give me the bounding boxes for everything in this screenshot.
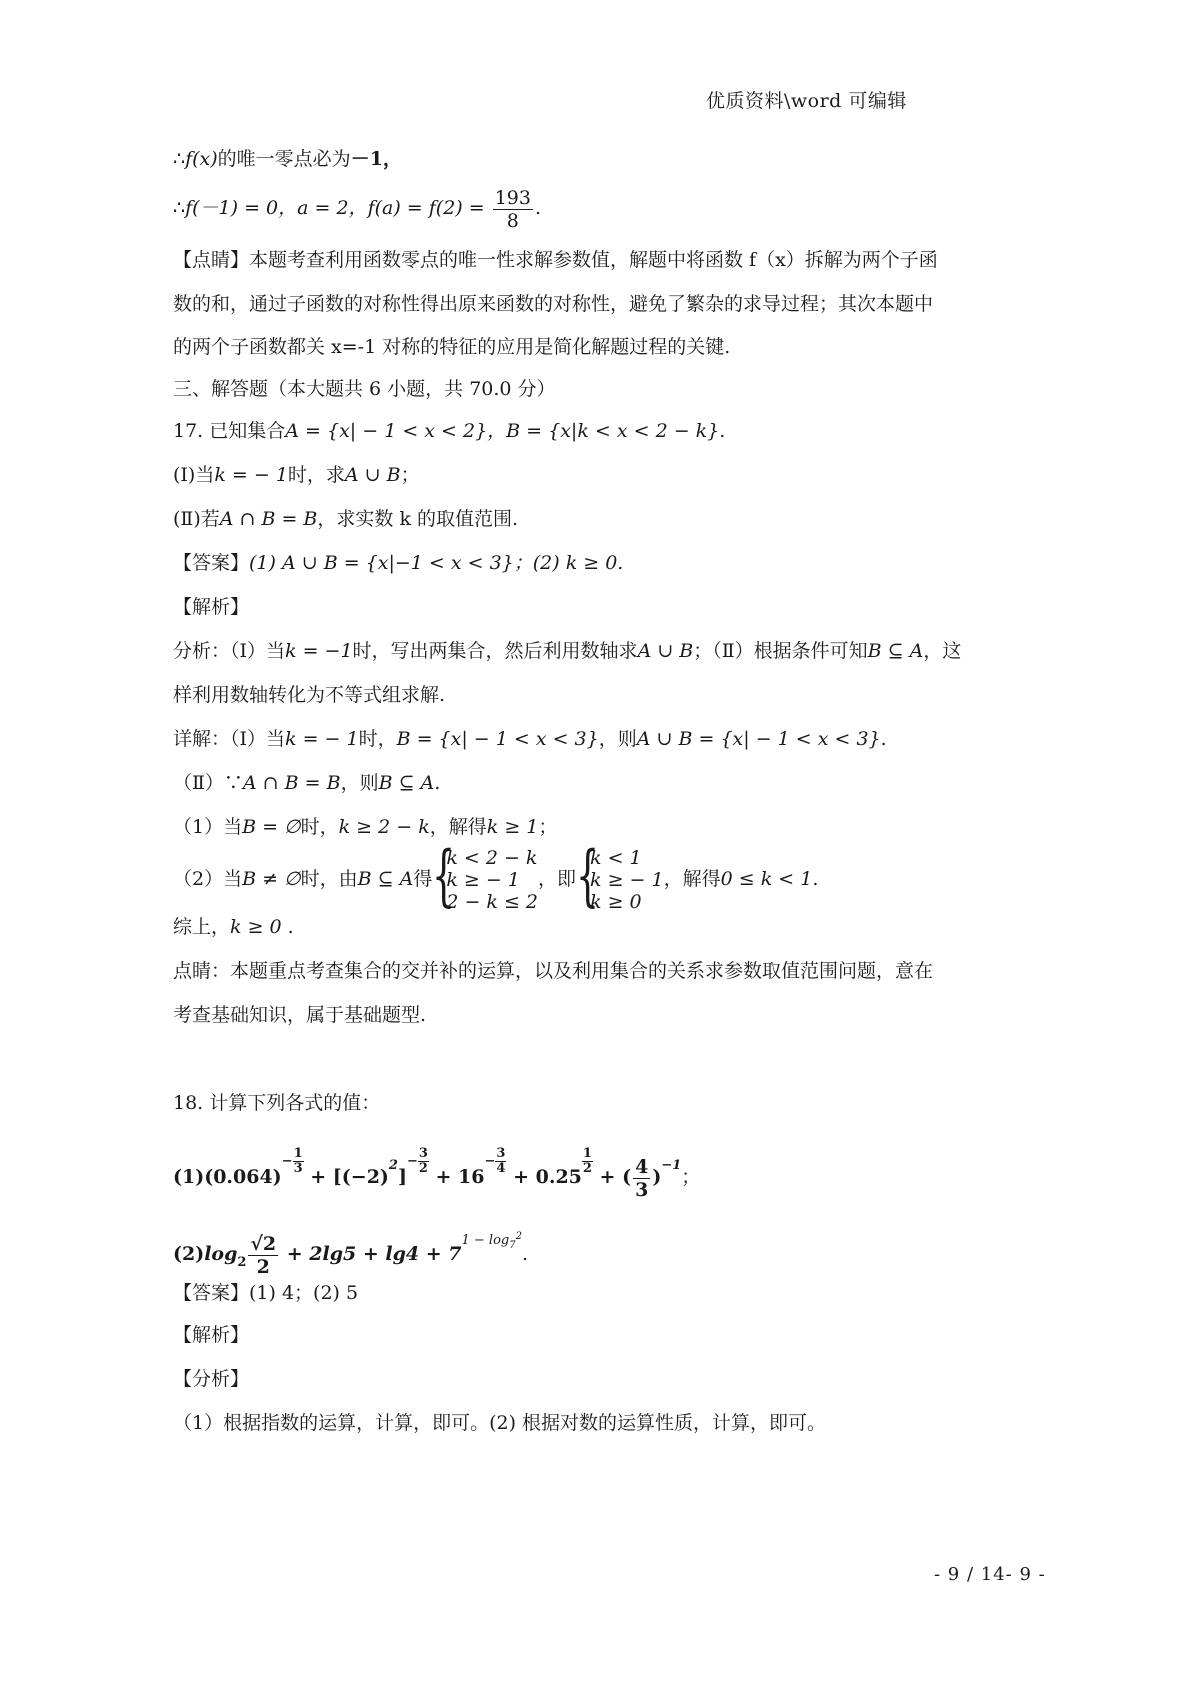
math: k ≥ 2 − k <box>338 816 430 838</box>
section-heading-3: 三、解答题（本大题共 6 小题，共 70.0 分） <box>173 378 556 400</box>
math: A ∩ B = B <box>219 508 318 530</box>
math: A ∪ B <box>344 464 401 486</box>
text: 时，写出两集合，然后利用数轴求 <box>352 640 638 662</box>
exponent-denominator: 4 <box>496 1161 506 1176</box>
line-f-minus-one <box>173 186 541 232</box>
text: . <box>521 1243 529 1265</box>
text: ，解得 <box>663 868 721 890</box>
fraction-numerator: √2 <box>250 1232 277 1255</box>
system-row: 2 − k ≤ 2 <box>446 891 539 913</box>
exponent-fraction <box>282 1140 304 1184</box>
dianjing-line-2: 数的和，通过子函数的对称性得出原来函数的对称性，避免了繁杂的求导过程；其次本题中 <box>173 293 934 315</box>
math: B = ∅ <box>242 816 301 838</box>
answer-text: (1) 4；(2) 5 <box>249 1282 359 1304</box>
dianjing-17-line-2: 考查基础知识，属于基础题型. <box>173 1004 427 1026</box>
fraction-denominator: 3 <box>635 1178 649 1201</box>
text: . <box>434 772 441 794</box>
exponent-fraction <box>485 1140 507 1184</box>
analysis-sub-label-18: 【分析】 <box>173 1368 250 1390</box>
text: . <box>880 728 887 750</box>
question-18-expr-1 <box>173 1140 700 1201</box>
text: 详解：（Ⅰ）当 <box>173 728 286 750</box>
fraction-4-3 <box>633 1156 650 1201</box>
math: 0 ≤ k < 1 <box>720 868 813 890</box>
question-18: 18. 计算下列各式的值： <box>173 1092 381 1114</box>
system-row: k ≥ − 1 <box>446 869 520 891</box>
detail-17-line-3 <box>173 814 557 840</box>
exponent-numerator: 1 <box>582 1146 592 1161</box>
analysis-17-line-1 <box>173 638 961 664</box>
math-value: －1， <box>350 148 402 170</box>
left-brace-symbol: { <box>432 837 456 914</box>
text: ，这 <box>923 640 962 662</box>
math-set-a: A = {x| − 1 < x < 2}， <box>285 420 507 442</box>
math: k = − 1 <box>214 464 288 486</box>
detail-17-line-2 <box>173 770 440 796</box>
math: + [(−2) <box>303 1166 389 1188</box>
math: A ∪ B <box>637 640 694 662</box>
dianjing-line-3: 的两个子函数都关 x=-1 对称的特征的应用是简化解题过程的关键. <box>173 336 731 358</box>
system-row: k ≥ 0 <box>590 891 642 913</box>
math: k = − 1 <box>285 728 359 750</box>
exponent-fraction <box>407 1140 429 1184</box>
math: + 2lg5 + lg4 + 7 <box>280 1243 462 1265</box>
left-brace-symbol: { <box>576 837 600 914</box>
period: . <box>534 197 542 219</box>
system-row: k < 1 <box>590 847 642 869</box>
subscript: 2 <box>237 1255 247 1270</box>
therefore-symbol: ∴ <box>173 197 186 219</box>
question-17 <box>173 418 725 444</box>
analysis-18-line-1: （1）根据指数的运算，计算，即可。(2) 根据对数的运算性质，计算，即可。 <box>173 1412 827 1434</box>
superscript: −1 <box>661 1158 682 1173</box>
page-number-footer: - 9 / 14- 9 - <box>934 1564 1046 1585</box>
exponent-sign: − <box>406 1154 418 1169</box>
fraction-numerator: 193 <box>494 186 531 209</box>
text: ，则 <box>340 772 379 794</box>
text: (Ⅱ)若 <box>173 508 220 530</box>
text: 分析：（Ⅰ）当 <box>173 640 286 662</box>
math: + 16 <box>428 1166 485 1188</box>
fraction-denominator: 8 <box>506 209 519 232</box>
math: ) <box>652 1166 662 1188</box>
text: （Ⅱ）∵ <box>173 772 243 794</box>
text: . <box>812 868 819 890</box>
inequality-system-a <box>432 837 539 914</box>
answer-label: 【答案】 <box>173 1282 250 1304</box>
dianjing-line-1: 【点睛】本题考查利用函数零点的唯一性求解参数值，解题中将函数 f（x）拆解为两个子函 <box>173 249 938 271</box>
question-18-expr-2 <box>173 1212 528 1288</box>
math: A ∩ B = B <box>242 772 341 794</box>
exponent-fraction <box>582 1140 593 1184</box>
exponent-superscript: 2 <box>515 1231 522 1242</box>
text: 时，求 <box>287 464 345 486</box>
line-unique-zero <box>173 146 402 172</box>
math: (1)(0.064) <box>173 1166 282 1188</box>
exponent-sign: − <box>281 1154 293 1169</box>
exponent-subscript: 7 <box>509 1240 516 1251</box>
analysis-label-18: 【解析】 <box>173 1324 250 1346</box>
text: 时， <box>300 816 339 838</box>
text: ；（Ⅱ）根据条件可知 <box>693 640 868 662</box>
math: k ≥ 0 <box>230 916 282 938</box>
text: 的唯一零点必为 <box>217 148 351 170</box>
math: + ( <box>592 1166 632 1188</box>
analysis-17-line-2: 样利用数轴转化为不等式组求解. <box>173 684 446 706</box>
exponent-denominator: 2 <box>418 1161 428 1176</box>
math-log: log <box>204 1243 238 1265</box>
math: ] <box>397 1166 407 1188</box>
text: ； <box>681 1166 701 1188</box>
exponent-numerator: 3 <box>496 1146 506 1161</box>
text: ，求实数 k 的取值范围. <box>317 508 519 530</box>
math-a-equals: a = 2， <box>297 197 368 219</box>
inequality-system-b <box>576 837 664 914</box>
exponent-sign: − <box>484 1154 496 1169</box>
fraction-193-8 <box>493 187 533 232</box>
analysis-label-17: 【解析】 <box>173 596 250 618</box>
math: B ⊆ A <box>867 640 924 662</box>
fraction-sqrt2-2 <box>248 1233 278 1278</box>
text: . <box>281 916 294 938</box>
question-17-part-1 <box>173 462 420 488</box>
superscript: 2 <box>388 1158 398 1173</box>
conclusion-17 <box>173 914 294 940</box>
math: + 0.25 <box>506 1166 582 1188</box>
text: （2）当 <box>173 868 243 890</box>
text: 综上， <box>173 916 231 938</box>
text: ，则 <box>598 728 637 750</box>
math-answer: (1) A ∪ B = {x|−1 < x < 3}；(2) k ≥ 0. <box>249 552 624 574</box>
detail-17-line-1 <box>173 726 887 752</box>
exponent-expression <box>461 1231 522 1251</box>
exponent-numerator: 3 <box>418 1146 428 1161</box>
math-fa: f(a) = f(2) = <box>367 197 491 219</box>
answer-18 <box>173 1280 358 1306</box>
exponent-denominator: 2 <box>582 1161 592 1176</box>
system-row: k < 2 − k <box>446 847 538 869</box>
fraction-numerator: 4 <box>635 1155 649 1178</box>
answer-17 <box>173 550 623 576</box>
text: ，解得 <box>429 816 487 838</box>
math-set-b: B = {x|k < x < 2 − k}. <box>506 420 726 442</box>
text: ； <box>400 464 420 486</box>
text: 时，由 <box>300 868 358 890</box>
math: k = −1 <box>285 640 353 662</box>
dianjing-17-line-1: 点睛：本题重点考查集合的交并补的运算，以及利用集合的关系求参数取值范围问题，意在 <box>173 960 934 982</box>
text: 17. 已知集合 <box>173 420 286 442</box>
text: (Ⅰ)当 <box>173 464 215 486</box>
text: ； <box>538 816 558 838</box>
math: B ≠ ∅ <box>242 868 301 890</box>
math-f-minus-one: f(－1) = 0， <box>185 197 298 219</box>
therefore-symbol: ∴ <box>173 148 186 170</box>
question-17-part-2 <box>173 506 518 532</box>
math: k ≥ 1 <box>486 816 539 838</box>
math: (2) <box>173 1243 205 1265</box>
exponent-denominator: 3 <box>293 1161 303 1176</box>
page-header-watermark: 优质资料\word 可编辑 <box>706 90 907 112</box>
exponent-text: 1 − log <box>461 1233 510 1248</box>
fraction-denominator: 2 <box>256 1255 270 1278</box>
math: B ⊆ A <box>357 868 414 890</box>
math-fx: f(x) <box>185 148 218 170</box>
exponent-numerator: 1 <box>293 1146 303 1161</box>
text: ，即 <box>538 868 577 890</box>
answer-label: 【答案】 <box>173 552 250 574</box>
math: B = {x| − 1 < x < 3} <box>396 728 599 750</box>
system-row: k ≥ − 1 <box>590 869 664 891</box>
detail-17-line-4 <box>173 837 819 914</box>
text: 得 <box>413 868 433 890</box>
math: A ∪ B = {x| − 1 < x < 3} <box>636 728 881 750</box>
math: B ⊆ A <box>378 772 435 794</box>
text: 时， <box>358 728 397 750</box>
text: （1）当 <box>173 816 243 838</box>
